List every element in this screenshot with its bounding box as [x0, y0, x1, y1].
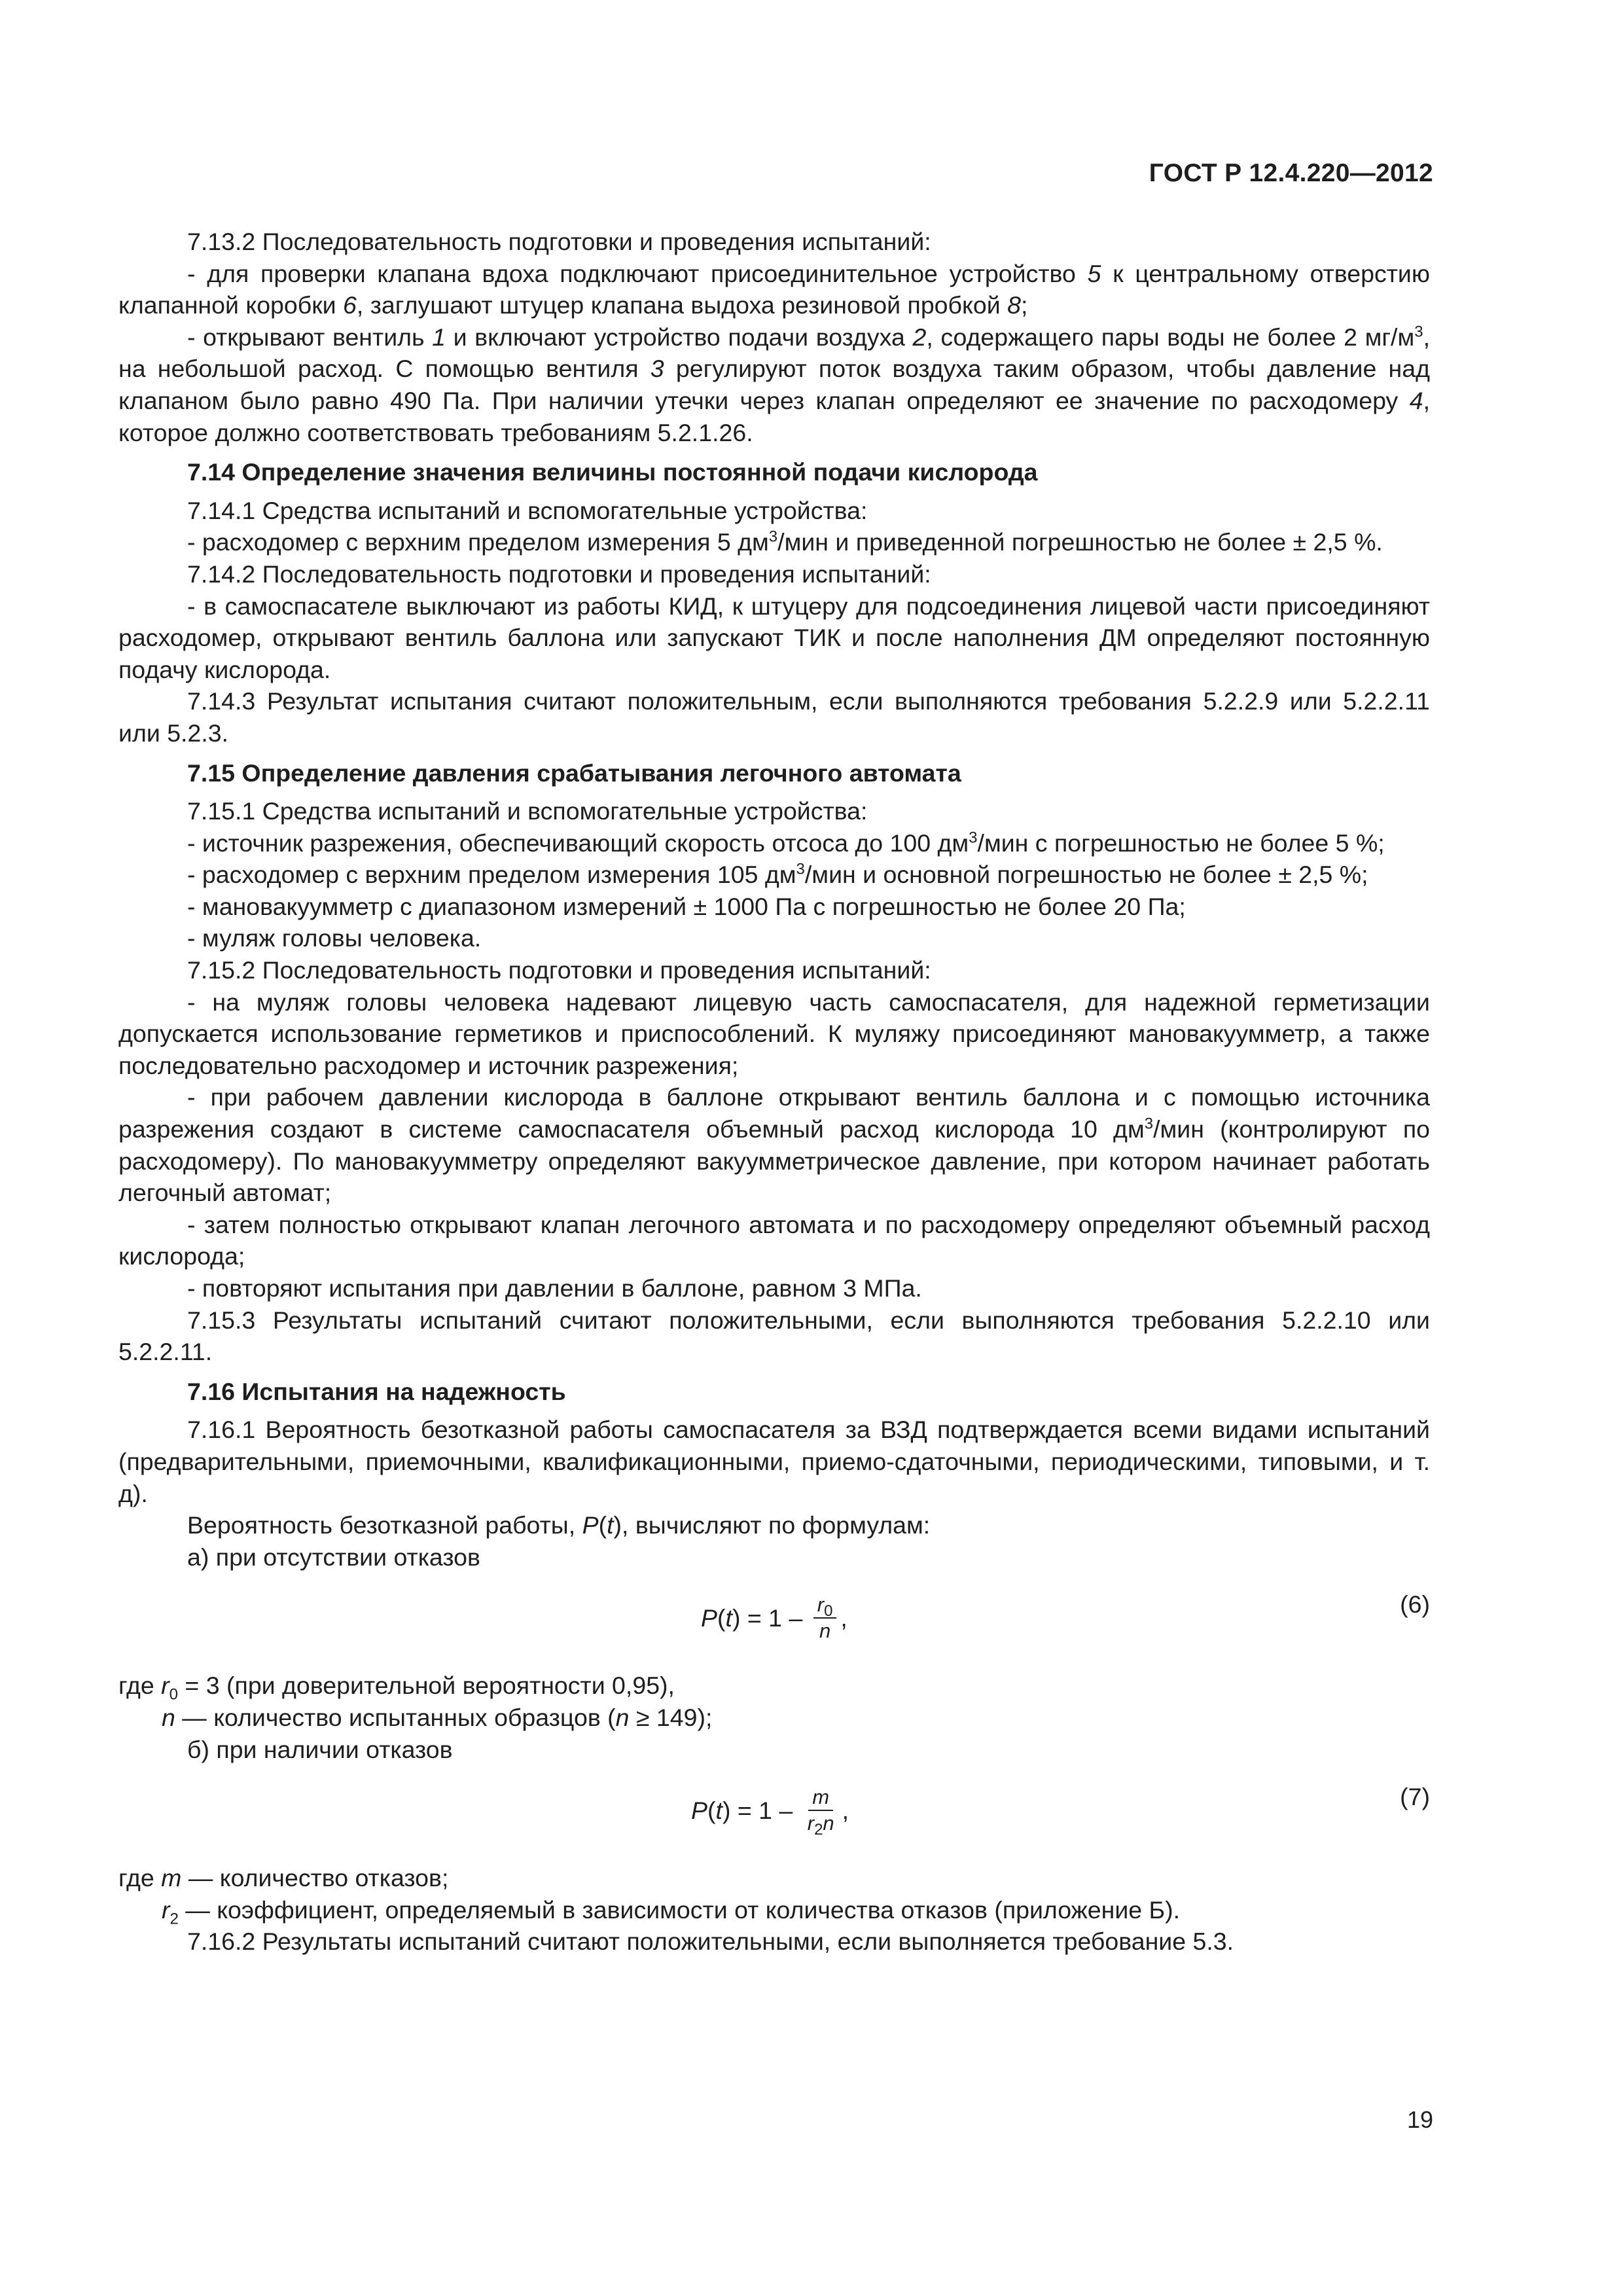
- paragraph: [118, 827, 1430, 859]
- text: - открывают вентиль: [187, 323, 433, 351]
- denominator: [804, 1811, 838, 1839]
- text: 8: [1007, 291, 1021, 319]
- paragraph: а) при отсутствии отказов: [187, 1543, 480, 1571]
- text: /мин и основной погрешностью не более ± 2,5 %;: [804, 861, 1368, 889]
- subscript: 0: [169, 1685, 179, 1704]
- subscript: 2: [169, 1910, 179, 1928]
- paragraph: [118, 258, 1430, 321]
- paragraph: - муляж головы человека.: [187, 924, 482, 952]
- formula-6: [118, 1579, 1430, 1664]
- fraction: [804, 1785, 838, 1839]
- denominator: [815, 1619, 834, 1643]
- document-body: [118, 226, 1430, 1958]
- text: /мин (контролируют по расходомеру). По мановакуумметру определяют вакуумметрическое давление, при котором начинает работать легочный автомат;: [118, 1115, 1430, 1207]
- text: 2: [912, 323, 927, 351]
- superscript: 3: [969, 829, 978, 847]
- text: ), вычисляют по формулам:: [613, 1511, 931, 1539]
- text: — количество испытанных образцов (: [175, 1703, 616, 1731]
- text: - для проверки клапана вдоха подключают присоединительное устройство: [187, 259, 1088, 287]
- text: — коэффициент, определяемый в зависимости от количества отказов (приложение Б).: [178, 1895, 1181, 1924]
- superscript: 3: [796, 860, 805, 878]
- text: n: [162, 1703, 175, 1731]
- text: - расходомер с верхним пределом измерения 5 дм: [187, 528, 769, 556]
- paragraph: [118, 1509, 1430, 1541]
- text: — количество отказов;: [181, 1864, 449, 1892]
- text: n: [823, 1812, 834, 1835]
- text: m: [812, 1785, 830, 1809]
- text: , на небольшой расход. С помощью вентиля: [118, 323, 1431, 383]
- paragraph: 7.14.1 Средства испытаний и вспомогательные устройства:: [187, 496, 868, 524]
- text: m: [161, 1864, 182, 1892]
- text: , содержащего пары воды не более 2 мг/м: [926, 323, 1415, 351]
- paragraph: [118, 1081, 1430, 1208]
- subscript: 2: [814, 1821, 823, 1839]
- superscript: 3: [1144, 1115, 1154, 1133]
- text: = 1 –: [740, 1604, 810, 1632]
- text: - источник разрежения, обеспечивающий скорость отсоса до 100 дм: [187, 829, 969, 857]
- paragraph: - на муляж головы человека надевают лицевую часть самоспасателя, для надежной герметизации допускается использование герметиков и приспособлений. К муляжу присоединяют мановакуумметр, а также последовательно расходомер и источник разрежения;: [118, 988, 1430, 1079]
- text: , заглушают штуцер клапана выдоха резиновой пробкой: [356, 291, 1008, 319]
- paragraph: 7.15.1 Средства испытаний и вспомогательные устройства:: [187, 797, 868, 825]
- formula-expression: [691, 1785, 849, 1839]
- text: 3: [650, 355, 664, 383]
- paragraph: - в самоспасателе выключают из работы КИД, к штуцеру для подсоединения лицевой части присоединяют расходомер, открывают вентиль баллона или запускают ТИК и после наполнения ДМ определяют постоянную подачу кислорода.: [118, 592, 1430, 683]
- page-number: 19: [1406, 2106, 1433, 2133]
- text: где: [118, 1672, 162, 1700]
- text: - при рабочем давлении кислорода в баллоне открывают вентиль баллона и с помощью источника разрежения создают в системе самоспасателя объемный расход кислорода 10 дм: [118, 1083, 1430, 1143]
- text: /мин и приведенной погрешностью не более ± 2,5 %.: [777, 528, 1383, 556]
- text: r: [162, 1895, 170, 1924]
- paragraph: 7.16.1 Вероятность безотказной работы самоспасателя за ВЗД подтверждается всеми видами испытаний (предварительными, приемочными, квалификационными, приемо-сдаточными, периодическими, типовыми, и т. д).: [118, 1416, 1430, 1507]
- paragraph: [118, 1894, 1430, 1926]
- subscript: 0: [824, 1602, 833, 1621]
- paragraph: 7.15.2 Последовательность подготовки и проведения испытаний:: [187, 956, 931, 984]
- text: 6: [343, 291, 357, 319]
- paragraph: б) при наличии отказов: [187, 1735, 453, 1763]
- text: r: [807, 1812, 815, 1835]
- text: ,: [842, 1796, 849, 1824]
- text: 7.13.2 Последовательность подготовки и проведения испытаний:: [187, 228, 931, 255]
- text: (: [598, 1511, 607, 1539]
- text: t: [607, 1511, 614, 1539]
- fraction: [813, 1592, 837, 1643]
- section-heading: 7.16 Испытания на надежность: [187, 1377, 566, 1405]
- text: (: [717, 1604, 726, 1632]
- text: = 1 –: [730, 1796, 800, 1824]
- superscript: 3: [768, 528, 778, 546]
- paragraph: [118, 1702, 1430, 1734]
- text: где: [118, 1864, 162, 1892]
- text: P: [691, 1796, 708, 1824]
- text: r: [161, 1672, 169, 1700]
- text: Вероятность безотказной работы,: [187, 1511, 582, 1539]
- text: = 3 (при доверительной вероятности 0,95),: [178, 1672, 675, 1700]
- paragraph: - затем полностью открывают клапан легочного автомата и по расходомеру определяют объемный расход кислорода;: [118, 1210, 1430, 1270]
- paragraph: [118, 226, 1430, 258]
- text: n: [819, 1619, 831, 1643]
- paragraph: 7.14.2 Последовательность подготовки и проведения испытаний:: [187, 560, 931, 588]
- text: 4: [1409, 386, 1423, 414]
- paragraph: 7.16.2 Результаты испытаний считают положительными, если выполняется требование 5.3.: [187, 1928, 1234, 1956]
- text: t: [715, 1796, 722, 1824]
- text: P: [701, 1604, 718, 1632]
- text: ,: [840, 1604, 847, 1632]
- text: n: [615, 1703, 630, 1731]
- text: ): [732, 1604, 741, 1632]
- text: P: [582, 1511, 599, 1539]
- text: r: [817, 1593, 825, 1617]
- paragraph: - мановакуумметр с диапазоном измерений ± 1000 Па с погрешностью не более 20 Па;: [187, 892, 1186, 920]
- paragraph: 7.15.3 Результаты испытаний считают положительными, если выполняются требования 5.2.2.10 или 5.2.2.11.: [118, 1306, 1430, 1366]
- section-heading: 7.15 Определение давления срабатывания легочного автомата: [187, 759, 961, 787]
- formula-7: [118, 1772, 1430, 1857]
- text: (: [707, 1796, 716, 1824]
- section-heading: 7.14 Определение значения величины постоянной подачи кислорода: [187, 458, 1038, 486]
- text: и включают устройство подачи воздуха: [446, 323, 913, 351]
- text: t: [725, 1604, 732, 1632]
- paragraph: [118, 1862, 1430, 1894]
- document-header: ГОСТ Р 12.4.220—2012: [1149, 159, 1433, 187]
- numerator: [813, 1592, 837, 1619]
- text: - расходомер с верхним пределом измерения 105 дм: [187, 861, 796, 889]
- paragraph: [118, 321, 1430, 448]
- text: ≥ 149);: [629, 1703, 713, 1731]
- text: /мин с погрешностью не более 5 %;: [977, 829, 1385, 857]
- formula-expression: [701, 1592, 847, 1643]
- equation-number: (6): [1400, 1590, 1430, 1619]
- paragraph: [118, 526, 1430, 558]
- text: ;: [1020, 291, 1028, 319]
- paragraph: - повторяют испытания при давлении в баллоне, равном 3 МПа.: [187, 1274, 922, 1302]
- text: 5: [1087, 259, 1101, 287]
- paragraph: [118, 1670, 1430, 1702]
- text: регулируют поток воздуха таким образом, чтобы давление над клапаном было равно 490 Па. При наличии утечки через клапан определяют ее значение по расходомеру: [118, 355, 1430, 414]
- numerator: [808, 1785, 833, 1811]
- text: к центральному отверстию клапанной коробки: [118, 259, 1430, 319]
- text: , которое должно соответствовать требованиям 5.2.1.26.: [118, 386, 1430, 446]
- paragraph: [118, 859, 1430, 891]
- text: ): [722, 1796, 731, 1824]
- paragraph: 7.14.3 Результат испытания считают положительным, если выполняются требования 5.2.2.9 или 5.2.2.11 или 5.2.3.: [118, 687, 1430, 747]
- text: 1: [432, 323, 446, 351]
- superscript: 3: [1414, 323, 1423, 341]
- equation-number: (7): [1400, 1783, 1430, 1811]
